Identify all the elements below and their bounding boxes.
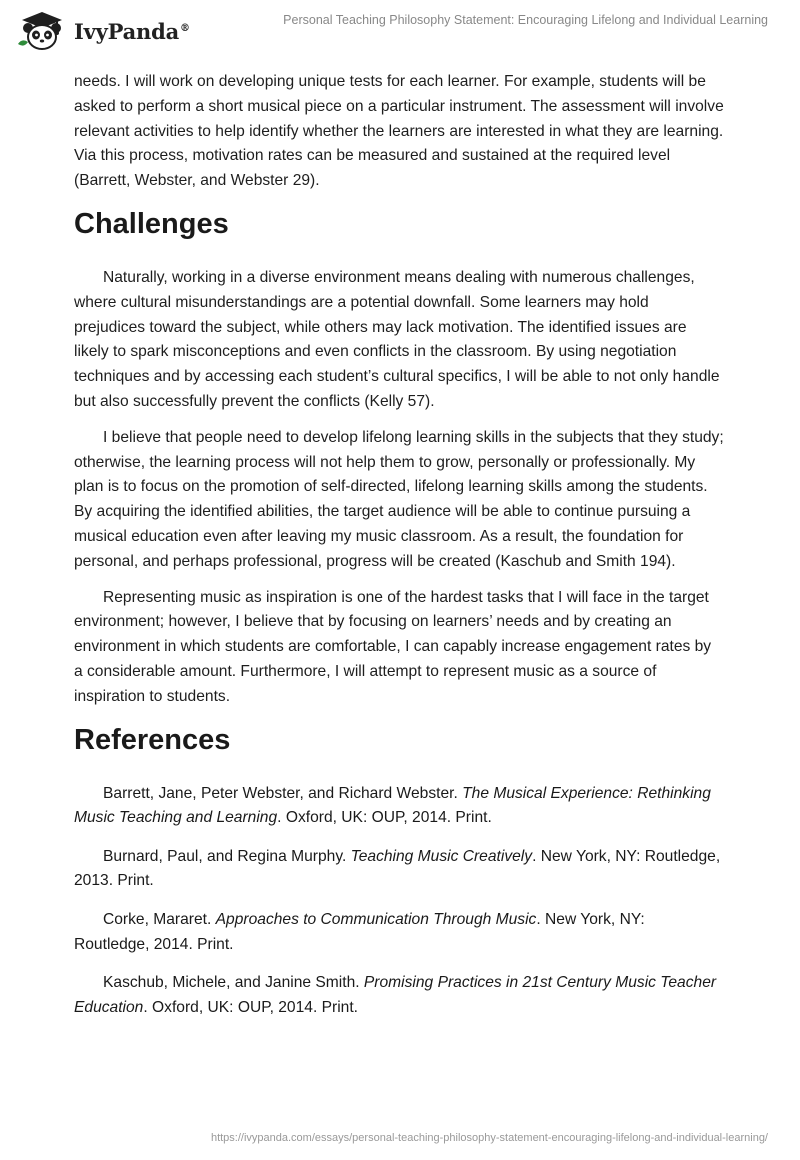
reference-title: The Musical Experience: Rethinking Music Teaching and Learning xyxy=(74,784,711,827)
intro-paragraph: needs. I will work on developing unique tests for each learner. For example, students will be asked to perform a short musical piece on a particular instrument. The assessment will involve relevant activities to help identify whether the learners are interested in what they are learning. Via this process, motivation rates can be measured and sustained at the required level (Barrett, Webster, and Webster 29). xyxy=(74,73,724,190)
challenges-paragraph: Representing music as inspiration is one of the hardest tasks that I will face in the target environment; however, I believe that by focusing on learners’ needs and by creating an environment in which students are comfortable, I can capably increase engagement rates by a considerable amount. Furthermore, I will attempt to represent music as a source of inspiration to students. xyxy=(74,588,712,705)
reference-entry xyxy=(74,908,724,957)
essay-content xyxy=(74,70,724,1034)
challenges-paragraph: Naturally, working in a diverse environment means dealing with numerous challenges, where cultural misunderstandings are a potential downfall. Some learners may hold prejudices toward the subject, while others may lack motivation. The identified issues are likely to spark misconceptions and even conflicts in the classroom. By using negotiation techniques and by accessing each student’s cultural specifics, I will be able to not only handle but also successfully prevent the conflicts (Kelly 57). xyxy=(74,268,720,410)
reference-authors: Barrett, Jane, Peter Webster, and Richard Webster. xyxy=(103,784,463,802)
reference-publisher: . New York, NY: Routledge, 2014. Print. xyxy=(74,910,645,953)
reference-title: Approaches to Communication Through Music xyxy=(215,910,537,928)
challenges-paragraph: I believe that people need to develop lifelong learning skills in the subjects that they study; otherwise, the learning process will not help them to grow, personally or professionally. My plan is to focus on the promotion of self-directed, lifelong learning skills among the students. By acquiring the identified abilities, the target audience will be able to continue pursuing a musical education even after leaving my music classroom. As a result, the foundation for personal, and perhaps professional, progress will be created (Kaschub and Smith 194). xyxy=(74,428,724,570)
ivypanda-logo[interactable] xyxy=(16,10,190,52)
page-header xyxy=(0,0,800,66)
reference-entry xyxy=(74,971,724,1020)
challenges-heading: Challenges xyxy=(74,207,229,240)
reference-authors: Corke, Mararet. xyxy=(103,910,216,928)
brand-name: IvyPanda® xyxy=(74,18,190,44)
reference-entry xyxy=(74,782,724,831)
reference-publisher: . Oxford, UK: OUP, 2014. Print. xyxy=(143,998,359,1016)
reference-entry xyxy=(74,845,724,894)
reference-publisher: . New York, NY: Routledge, 2013. Print. xyxy=(74,847,721,890)
reference-publisher: . Oxford, UK: OUP, 2014. Print. xyxy=(277,809,492,827)
reference-authors: Burnard, Paul, and Regina Murphy. xyxy=(103,847,351,865)
source-url-link[interactable]: https://ivypanda.com/essays/personal-teaching-philosophy-statement-encouraging-lifelong-and-individual-learning/ xyxy=(210,1132,768,1144)
references-heading: References xyxy=(74,723,231,756)
reference-authors: Kaschub, Michele, and Janine Smith. xyxy=(103,974,364,992)
panda-graduation-icon xyxy=(16,10,68,52)
document-title: Personal Teaching Philosophy Statement: Encouraging Lifelong and Individual Learning xyxy=(283,13,768,27)
reference-title: Teaching Music Creatively xyxy=(350,847,533,865)
reference-title: Promising Practices in 21st Century Music Teacher Education xyxy=(74,974,717,1016)
